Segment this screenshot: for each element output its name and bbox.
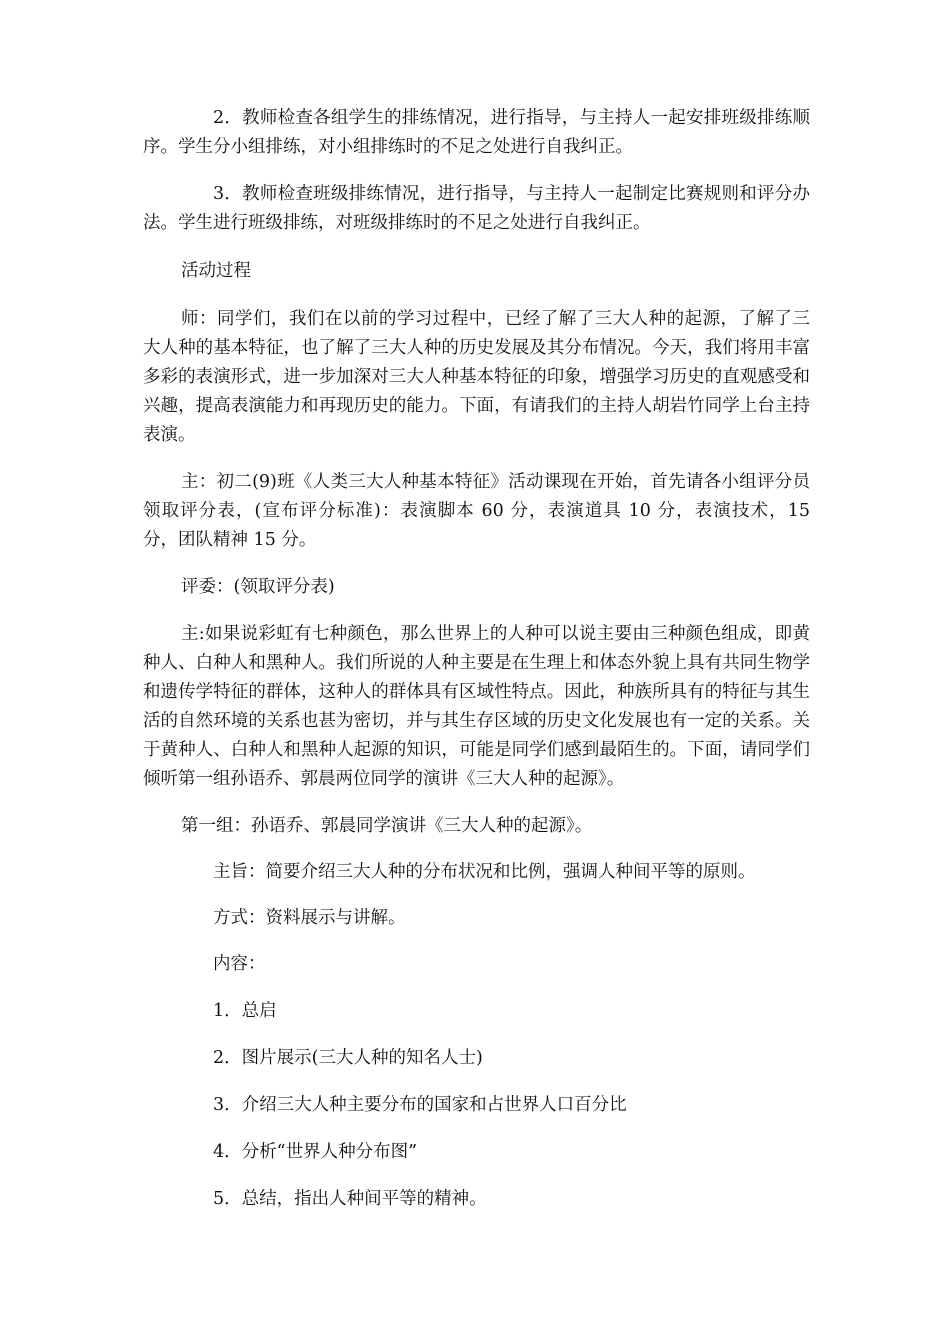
list-item-3: 3．介绍三大人种主要分布的国家和占世界人口百分比	[213, 1095, 627, 1115]
paragraph-method: 方式：资料展示与讲解。	[213, 908, 406, 928]
paragraph-purpose: 主旨：简要介绍三大人种的分布状况和比例，强调人种间平等的原则。	[213, 862, 756, 882]
paragraph-host-rainbow: 主:如果说彩虹有七种颜色，那么世界上的人种可以说主要由三种颜色组成，即黄种人、白种人和黑种人。我们所说的人种主要是在生理上和体态外貌上具有共同生物学和遗传学特征的群体，这种人的群体具有区域性特点。因此，种族所具有的特征与其生活的自然环境的关系也甚为密切，并与其生存区域的历史文化发展也有一定的关系。关于黄种人、白种人和黑种人起源的知识，可能是同学们感到最陌生的。下面，请同学们倾听第一组孙语乔、郭晨两位同学的演讲《三大人种的起源》。	[143, 624, 810, 789]
list-item-4: 4．分析“世界人种分布图”	[213, 1142, 418, 1162]
paragraph-judges: 评委：(领取评分表)	[181, 577, 335, 597]
list-item-2: 2．图片展示(三大人种的知名人士)	[213, 1048, 483, 1068]
paragraph-step-3: 3．教师检查班级排练情况，进行指导，与主持人一起制定比赛规则和评分办法。学生进行班级排练，对班级排练时的不足之处进行自我纠正。	[143, 184, 810, 233]
section-heading-activity-process: 活动过程	[181, 261, 251, 281]
list-item-5: 5．总结，指出人种间平等的精神。	[213, 1189, 487, 1209]
paragraph-group-one: 第一组：孙语乔、郭晨同学演讲《三大人种的起源》。	[181, 816, 593, 836]
paragraph-step-2: 2．教师检查各组学生的排练情况，进行指导，与主持人一起安排班级排练顺序。学生分小组排练，对小组排练时的不足之处进行自我纠正。	[143, 108, 810, 157]
paragraph-teacher-intro: 师：同学们，我们在以前的学习过程中，已经了解了三大人种的起源，了解了三大人种的基本特征，也了解了三大人种的历史发展及其分布情况。今天，我们将用丰富多彩的表演形式，进一步加深对三大人种基本特征的印象，增强学习历史的直观感受和兴趣，提高表演能力和再现历史的能力。下面，有请我们的主持人胡岩竹同学上台主持表演。	[143, 309, 810, 445]
paragraph-host-opening: 主：初二(9)班《人类三大人种基本特征》活动课现在开始，首先请各小组评分员领取评分表，(宣布评分标准)：表演脚本 60 分，表演道具 10 分，表演技术，15 分，团队精神 15 分。	[143, 472, 810, 550]
paragraph-content-label: 内容：	[213, 954, 266, 974]
document-page	[143, 104, 810, 1214]
list-item-1: 1．总启	[213, 1001, 277, 1021]
